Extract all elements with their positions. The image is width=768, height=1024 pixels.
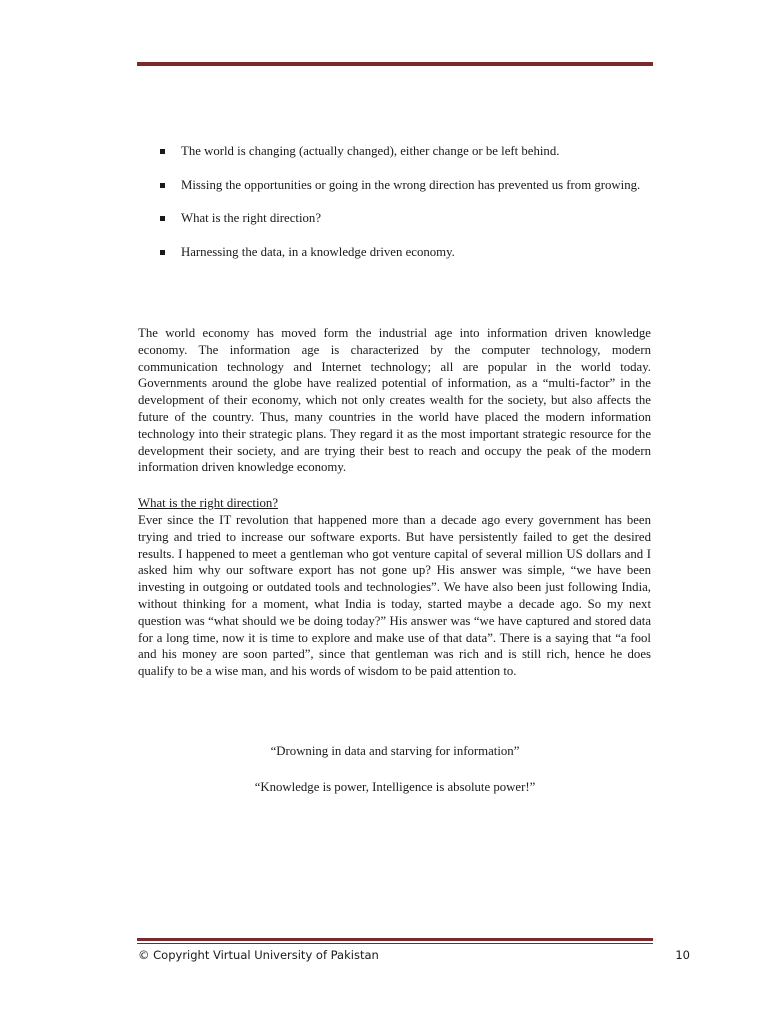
footer-rule-thin [137, 943, 653, 944]
square-bullet-icon [160, 183, 165, 188]
quote-drowning-in-data: “Drowning in data and starving for information” [270, 744, 520, 758]
bullet-text: Harnessing the data, in a knowledge driven economy. [181, 244, 455, 259]
footer-copyright: © Copyright Virtual University of Pakistan [138, 948, 379, 962]
quote-knowledge-is-power: “Knowledge is power, Intelligence is absolute power!” [254, 780, 536, 794]
bullet-text: What is the right direction? [181, 211, 322, 225]
bullet-text: Missing the opportunities or going in the wrong direction has prevented us from growing. [181, 177, 641, 192]
square-bullet-icon [160, 216, 165, 221]
paragraph-right-direction: Ever since the IT revolution that happened more than a decade ago every government has been trying and tried to increase our software exports. But have persistently failed to get the desired results. I happened to meet a gentleman who got venture capital of several million US dollars and I asked him why our software export has not gone up? His answer was simple, “we have been investing in outgoing or outdated tools and technologies”. We have also been just following India, without thinking for a moment, what India is today, started maybe a decade ago. So my next question was “what should we be doing today?” His answer was “we have captured and stored data for a long time, now it is time to explore and make use of that data”. There is a saying that “a fool and his money are soon parted”, since that gentleman was rich and is still rich, hence he does qualify to be a wise man, and his words of wisdom to be paid attention to. [138, 513, 651, 679]
section-heading: What is the right direction? [138, 496, 279, 510]
footer-rule-thick [137, 938, 653, 941]
header-rule [137, 62, 653, 66]
bullet-item [158, 177, 653, 194]
paragraph-world-economy: The world economy has moved form the industrial age into information driven knowledge economy. The information age is characterized by the computer technology, modern communication technology and Internet technology; all are popular in the world today. Governments around the globe have realized potential of information, as a “multi-factor” in the development of their economy, which not only creates wealth for the society, but also affects the future of the country. Thus, many countries in the world have placed the modern information technology into their strategic plans. They regard it as the most important strategic resource for the development their society, and are trying their best to reach and occupy the peak of the modern information driven knowledge economy. [138, 326, 651, 475]
bullet-list [158, 143, 653, 277]
bullet-item [158, 244, 653, 261]
square-bullet-icon [160, 250, 165, 255]
page-number: 10 [675, 948, 690, 962]
bullet-item [158, 143, 653, 160]
bullet-item [158, 210, 653, 227]
square-bullet-icon [160, 149, 165, 154]
bullet-text: The world is changing (actually changed), either change or be left behind. [181, 144, 560, 158]
